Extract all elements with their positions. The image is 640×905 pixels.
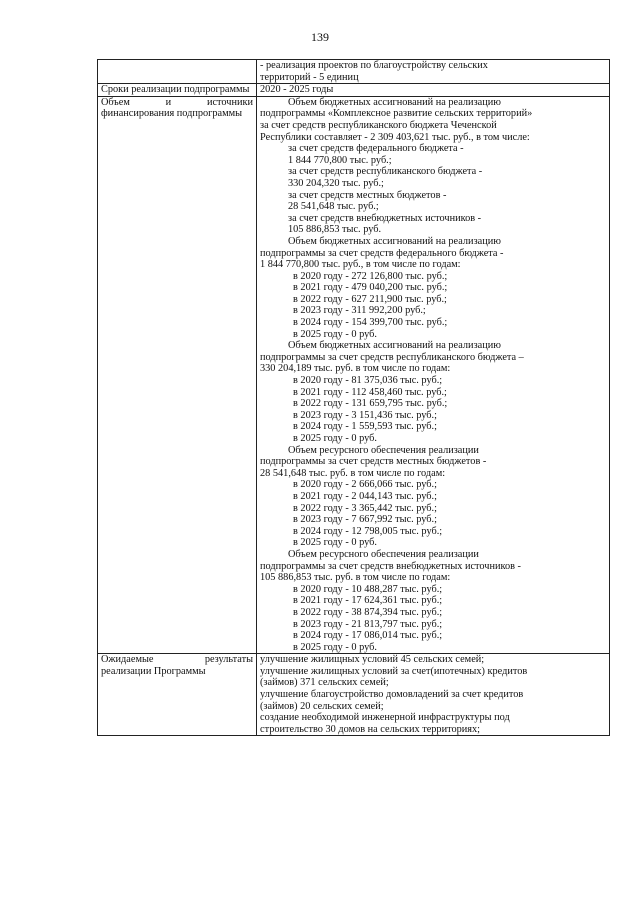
text-line: Объем бюджетных ассигнований на реализацию <box>288 235 501 247</box>
year-line: в 2021 году - 17 624,361 тыс. руб.; <box>293 595 443 607</box>
table-row <box>98 96 610 654</box>
year-line: в 2022 году - 131 659,795 тыс. руб.; <box>293 398 448 410</box>
passport-table <box>97 59 610 736</box>
year-line: в 2024 году - 154 399,700 тыс. руб.; <box>293 317 448 329</box>
text-line: (займов) 371 сельских семей; <box>260 677 389 689</box>
results-content <box>257 654 610 736</box>
text-line: (займов) 20 сельских семей; <box>260 700 384 712</box>
year-line: в 2020 году - 81 375,036 тыс. руб.; <box>293 375 443 387</box>
text-line: подпрограммы за счет средств федерального бюджета - <box>260 247 504 259</box>
funding-content <box>257 96 610 654</box>
text-line: за счет средств внебюджетных источников - <box>288 212 482 224</box>
text-line: 105 886,853 тыс. руб. в том числе по годам: <box>260 572 451 584</box>
year-line: в 2024 году - 12 798,005 тыс. руб.; <box>293 525 443 537</box>
label-rest: финансирования подпрограммы <box>101 108 243 120</box>
year-line: в 2020 году - 10 488,287 тыс. руб.; <box>293 583 443 595</box>
text-line: 1 844 770,800 тыс. руб.; <box>288 154 392 166</box>
text-line: 2020 - 2025 годы <box>260 84 334 96</box>
text-line: за счет средств местных бюджетов - <box>288 189 447 201</box>
text-line: Объем бюджетных ассигнований на реализацию <box>288 96 501 108</box>
text-line: подпрограммы за счет средств местных бюджетов - <box>260 456 487 468</box>
year-line: в 2025 году - 0 руб. <box>293 641 377 653</box>
row-label-empty <box>98 60 257 84</box>
text-line: Объем ресурсного обеспечения реализации <box>288 548 479 560</box>
row-label <box>98 654 257 736</box>
text-line: за счет средств республиканского бюджета - <box>288 166 483 178</box>
year-line: в 2023 году - 21 813,797 тыс. руб.; <box>293 618 443 630</box>
text-line: подпрограммы за счет средств внебюджетных источников - <box>260 560 521 572</box>
year-line: в 2024 году - 17 086,014 тыс. руб.; <box>293 630 443 642</box>
text-line: 1 844 770,800 тыс. руб., в том числе по годам: <box>260 259 461 271</box>
row-label: Сроки реализации подпрограммы <box>98 84 257 97</box>
row-content <box>257 84 610 97</box>
label-first-line <box>101 654 253 666</box>
text-line: 105 886,853 тыс. руб. <box>288 224 382 236</box>
text-line: создание необходимой инженерной инфраструктуры под <box>260 712 510 724</box>
table-row <box>98 60 610 84</box>
text-line: улучшение жилищных условий 45 сельских семей; <box>260 654 485 666</box>
year-line: в 2025 году - 0 руб. <box>293 328 377 340</box>
table-row <box>98 654 610 736</box>
year-line: в 2020 году - 2 666,066 тыс. руб.; <box>293 479 437 491</box>
label-first-line <box>101 97 253 109</box>
year-line: в 2023 году - 311 992,200 руб.; <box>293 305 426 317</box>
year-line: в 2023 году - 7 667,992 тыс. руб.; <box>293 514 437 526</box>
year-line: в 2022 году - 38 874,394 тыс. руб.; <box>293 606 443 618</box>
row-label <box>98 96 257 654</box>
year-line: в 2020 году - 272 126,800 тыс. руб.; <box>293 270 448 282</box>
text-line: строительство 30 домов на сельских территориях; <box>260 723 481 735</box>
row-content <box>257 60 610 84</box>
year-line: в 2021 году - 112 458,460 тыс. руб.; <box>293 386 447 398</box>
label-word: Объем <box>101 96 130 108</box>
label-word: Ожидаемые <box>101 654 154 666</box>
text-line: подпрограммы за счет средств республиканского бюджета – <box>260 351 524 363</box>
page-number: 139 <box>311 30 329 44</box>
label-word: и <box>165 96 172 108</box>
text-line: - реализация проектов по благоустройству сельских <box>260 60 488 71</box>
label-word: источники <box>206 96 253 108</box>
label-rest: реализации Программы <box>101 665 206 677</box>
year-line: в 2022 году - 627 211,900 тыс. руб.; <box>293 293 447 305</box>
text-line: 330 204,320 тыс. руб.; <box>288 177 384 189</box>
text-line: Республики составляет - 2 309 403,621 тыс. руб., в том числе: <box>260 131 530 143</box>
year-line: в 2025 году - 0 руб. <box>293 537 377 549</box>
text-line: за счет средств республиканского бюджета Чеченской <box>260 119 497 131</box>
text-line: 28 541,648 тыс. руб.; <box>288 201 379 213</box>
text-line: подпрограммы «Комплексное развитие сельских территорий» <box>260 108 533 120</box>
text-line: за счет средств федерального бюджета - <box>288 143 464 155</box>
text-line: улучшение благоустройство домовладений за счет кредитов <box>260 689 524 701</box>
text-line: 28 541,648 тыс. руб. в том числе по годам: <box>260 467 446 479</box>
year-line: в 2022 году - 3 365,442 тыс. руб.; <box>293 502 437 514</box>
year-line: в 2024 году - 1 559,593 тыс. руб.; <box>293 421 437 433</box>
year-line: в 2021 году - 2 044,143 тыс. руб.; <box>293 490 437 502</box>
year-line: в 2021 году - 479 040,200 тыс. руб.; <box>293 282 448 294</box>
table-row <box>98 84 610 97</box>
text-line: 330 204,189 тыс. руб. в том числе по годам: <box>260 363 451 375</box>
label-word: результаты <box>204 654 253 666</box>
year-line: в 2025 году - 0 руб. <box>293 433 377 444</box>
text-line: Объем бюджетных ассигнований на реализацию <box>288 340 501 352</box>
text-line: Объем ресурсного обеспечения реализации <box>288 444 479 456</box>
year-line: в 2023 году - 3 151,436 тыс. руб.; <box>293 409 437 421</box>
text-line: территорий - 5 единиц <box>260 71 359 83</box>
text-line: улучшение жилищных условий за счет(ипотечных) кредитов <box>260 665 528 677</box>
